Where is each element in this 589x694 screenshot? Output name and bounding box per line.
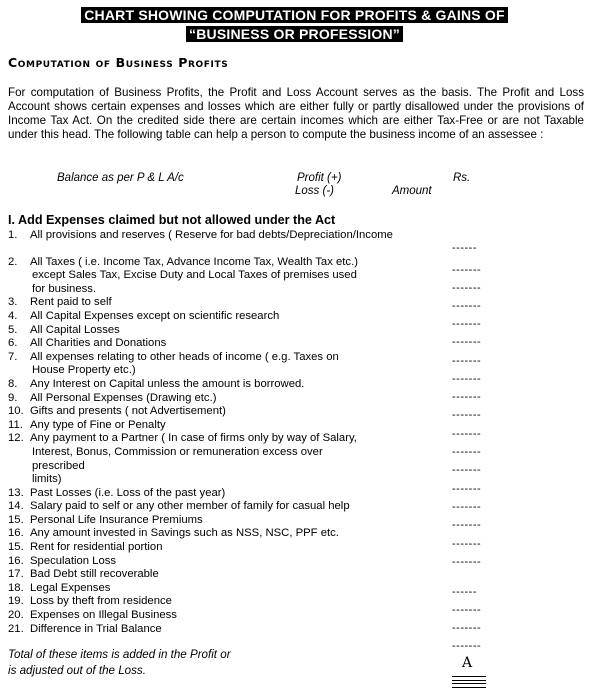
item-number: 6. <box>8 337 18 350</box>
item-text: All Personal Expenses (Drawing etc.) <box>30 391 217 404</box>
list-item <box>8 351 438 378</box>
item-number: 17. <box>8 568 24 581</box>
item-number: 19. <box>8 595 24 608</box>
item-text-continued: Interest, Bonus, Commission or remuneration excess over <box>32 445 323 458</box>
item-text: Gifts and presents ( not Advertisement) <box>30 405 226 418</box>
amount-placeholder: ------ <box>452 586 477 598</box>
header-balance: Balance as per P & L A/c <box>57 172 184 184</box>
list-item <box>8 527 438 541</box>
header-profit: Profit (+) <box>297 172 342 184</box>
item-text-continued: except Sales Tax, Excise Duty and Local Taxes of premises used <box>32 269 357 282</box>
item-text: All Capital Expenses except on scientific research <box>30 309 280 322</box>
item-number: 15. <box>8 541 24 554</box>
list-item <box>8 310 438 324</box>
item-number: 20. <box>8 609 24 622</box>
item-text: All Taxes ( i.e. Income Tax, Advance Income Tax, Wealth Tax etc.) <box>30 255 358 268</box>
list-item <box>8 256 438 297</box>
item-number: 1. <box>8 229 18 241</box>
amount-placeholder: ------- <box>452 282 482 294</box>
total-label: A <box>462 655 473 671</box>
amount-placeholder: ------- <box>452 483 482 495</box>
total-note <box>8 647 231 679</box>
item-text: Salary paid to self or any other member of family for casual help <box>30 500 350 513</box>
item-number: 16. <box>8 527 24 540</box>
item-text: Rent for residential portion <box>30 541 163 554</box>
list-item <box>8 609 438 623</box>
list-item <box>8 405 438 419</box>
item-text: All Capital Losses <box>30 323 120 336</box>
item-text: Any amount invested in Savings such as NSS, NSC, PPF etc. <box>30 527 339 540</box>
item-text: Bad Debt still recoverable <box>30 568 159 581</box>
item-text-continued: for business. <box>32 282 97 295</box>
list-item <box>8 432 438 486</box>
total-line-2: is adjusted out of the Loss. <box>8 664 146 677</box>
list-item <box>8 500 438 514</box>
amount-placeholder: ------- <box>452 622 482 634</box>
amount-placeholder: ------- <box>452 264 482 276</box>
amount-placeholder: ------- <box>452 464 482 476</box>
amount-placeholder: ------ <box>452 242 477 254</box>
list-item <box>8 337 438 351</box>
list-item <box>8 392 438 406</box>
amount-placeholder: ------- <box>452 318 482 330</box>
item-text: Personal Life Insurance Premiums <box>30 513 203 526</box>
title-line-1: CHART SHOWING COMPUTATION FOR PROFITS & GAINS OF <box>81 7 508 23</box>
amount-placeholder: ------- <box>452 300 482 312</box>
amount-placeholder: ------- <box>452 373 482 385</box>
amount-placeholder: ------- <box>452 538 482 550</box>
item-number: 18. <box>8 581 24 594</box>
amount-placeholder: ------- <box>452 446 482 458</box>
list-item <box>8 487 438 501</box>
item-number: 15. <box>8 513 24 526</box>
section-heading: Computation of Business Profits <box>8 55 229 70</box>
list-item <box>8 419 438 433</box>
item-number: 12. <box>8 432 24 445</box>
item-text: Difference in Trial Balance <box>30 622 162 635</box>
item-number: 21. <box>8 622 24 635</box>
double-underline <box>452 676 486 681</box>
item-number: 9. <box>8 391 18 404</box>
list-item <box>8 514 438 528</box>
item-text-continued: House Property etc.) <box>32 364 136 377</box>
list-item <box>8 623 438 637</box>
list-item <box>8 541 438 555</box>
item-number: 7. <box>8 350 18 363</box>
amount-placeholder: ------- <box>452 355 482 367</box>
item-text: Legal Expenses <box>30 581 111 594</box>
header-loss: Loss (-) <box>295 185 334 197</box>
item-text: Loss by theft from residence <box>30 595 172 608</box>
title-line-2: “BUSINESS OR PROFESSION” <box>186 26 403 42</box>
item-text: All Charities and Donations <box>30 337 167 350</box>
item-text: Any type of Fine or Penalty <box>30 418 166 431</box>
item-text: Any Interest on Capital unless the amount is borrowed. <box>30 377 305 390</box>
list-item <box>8 555 438 569</box>
double-underline <box>452 683 486 688</box>
item-number: 11. <box>8 418 23 431</box>
item-number: 4. <box>8 309 18 322</box>
item-number: 16. <box>8 554 24 567</box>
amount-placeholder: ------- <box>452 640 482 652</box>
list-item <box>8 324 438 338</box>
expense-list <box>8 229 438 636</box>
list-item <box>8 378 438 392</box>
amount-placeholder: ------- <box>452 604 482 616</box>
total-line-1: Total of these items is added in the Profit or <box>8 648 231 661</box>
item-text: Past Losses (i.e. Loss of the past year) <box>30 486 226 499</box>
list-item <box>8 229 438 243</box>
item-number: 13. <box>8 486 24 499</box>
item-number: 3. <box>8 296 18 309</box>
item-number: 8. <box>8 377 18 390</box>
chart-title <box>0 7 589 44</box>
list-item <box>8 582 438 596</box>
header-amount: Amount <box>392 185 432 197</box>
amount-placeholder: ------- <box>452 391 482 403</box>
item-text: Rent paid to self <box>30 296 112 309</box>
item-text-continued: prescribed <box>32 459 85 472</box>
item-text: Any payment to a Partner ( In case of firms only by way of Salary, <box>30 432 357 445</box>
item-number: 5. <box>8 323 18 336</box>
item-number: 2. <box>8 255 18 268</box>
item-number: 14. <box>8 500 24 513</box>
amount-placeholder: ------- <box>452 519 482 531</box>
amount-placeholder: ------- <box>452 428 482 440</box>
intro-paragraph: For computation of Business Profits, the Profit and Loss Account serves as the basis. The Profit and Loss Account shows certain expenses and losses which are either fully or partly disallowed under the provisions of Income Tax Act. On the credited side there are certain incomes which are either Tax-Free or are not Taxable under this head. The following table can help a person to compute the business income of an assessee : <box>8 86 584 141</box>
item-text: Speculation Loss <box>30 554 117 567</box>
item-number: 10. <box>8 405 24 418</box>
section-subhead: I. Add Expenses claimed but not allowed under the Act <box>8 213 336 227</box>
item-text: All expenses relating to other heads of income ( e.g. Taxes on <box>30 350 339 363</box>
item-text-continued: limits) <box>32 473 62 486</box>
list-item <box>8 296 438 310</box>
amount-placeholder: ------- <box>452 336 482 348</box>
item-text: Expenses on Illegal Business <box>30 609 177 622</box>
amount-placeholder: ------- <box>452 556 482 568</box>
list-item <box>8 595 438 609</box>
list-item <box>8 568 438 582</box>
item-text: All provisions and reserves ( Reserve for bad debts/Depreciation/Income <box>30 229 393 241</box>
header-rs: Rs. <box>453 172 471 184</box>
amount-placeholder: ------- <box>452 409 482 421</box>
amount-placeholder: ------- <box>452 501 482 513</box>
